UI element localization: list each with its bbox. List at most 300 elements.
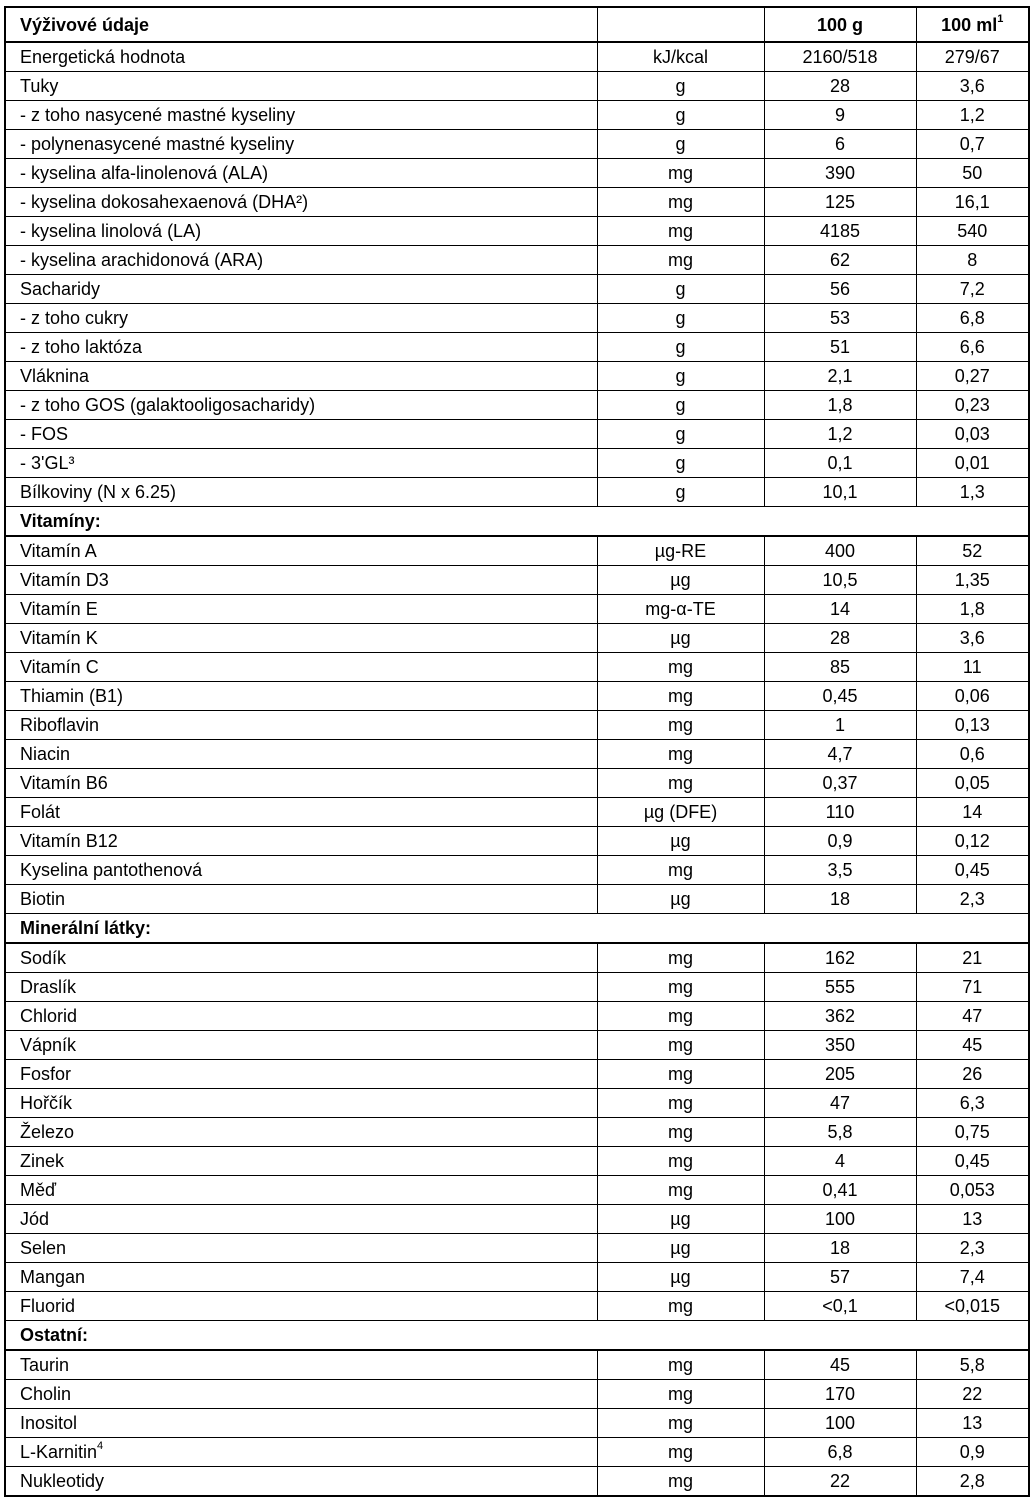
table-row <box>5 420 1029 449</box>
value-per-100g: 51 <box>764 333 916 362</box>
table-row <box>5 1380 1029 1409</box>
nutrient-name <box>5 1147 597 1176</box>
nutrient-name <box>5 653 597 682</box>
nutrient-unit: mg <box>597 1002 764 1031</box>
table-row <box>5 1089 1029 1118</box>
table-row <box>5 973 1029 1002</box>
section-title-filler <box>597 1321 764 1351</box>
nutrient-name <box>5 1292 597 1321</box>
value-per-100ml: 0,45 <box>916 856 1029 885</box>
nutrient-name-text: - kyselina linolová (LA) <box>20 221 202 241</box>
section-title-filler <box>916 1321 1029 1351</box>
nutrient-name <box>5 798 597 827</box>
nutrient-unit: mg <box>597 856 764 885</box>
nutrient-name-text: Niacin <box>20 744 71 764</box>
section-title: Vitamíny: <box>5 507 597 537</box>
nutrient-unit: g <box>597 420 764 449</box>
section-header-row <box>5 914 1029 944</box>
nutrient-name-text: Železo <box>20 1122 75 1142</box>
value-per-100ml: 7,4 <box>916 1263 1029 1292</box>
nutrient-name <box>5 217 597 246</box>
nutrient-name <box>5 682 597 711</box>
value-per-100g: <0,1 <box>764 1292 916 1321</box>
nutrient-name <box>5 159 597 188</box>
nutrient-unit: mg <box>597 159 764 188</box>
table-row <box>5 1292 1029 1321</box>
value-per-100g: 1,2 <box>764 420 916 449</box>
nutrient-name-text: Vitamín B12 <box>20 831 118 851</box>
value-per-100g: 18 <box>764 885 916 914</box>
value-per-100ml: 279/67 <box>916 42 1029 72</box>
nutrient-unit: µg <box>597 827 764 856</box>
table-row <box>5 624 1029 653</box>
value-per-100g: 2160/518 <box>764 42 916 72</box>
value-per-100ml: 5,8 <box>916 1350 1029 1380</box>
value-per-100ml: 13 <box>916 1205 1029 1234</box>
nutrient-name <box>5 711 597 740</box>
nutrient-unit: µg <box>597 566 764 595</box>
table-row <box>5 885 1029 914</box>
table-row <box>5 653 1029 682</box>
table-body <box>5 42 1029 1496</box>
value-per-100ml: 2,3 <box>916 885 1029 914</box>
table-row <box>5 1118 1029 1147</box>
nutrient-unit: mg <box>597 1380 764 1409</box>
table-row <box>5 595 1029 624</box>
value-per-100g: 62 <box>764 246 916 275</box>
nutrient-unit: g <box>597 362 764 391</box>
header-100g: 100 g <box>764 7 916 42</box>
nutrient-name <box>5 391 597 420</box>
value-per-100ml: 0,03 <box>916 420 1029 449</box>
value-per-100g: 85 <box>764 653 916 682</box>
value-per-100g: 0,41 <box>764 1176 916 1205</box>
value-per-100g: 6 <box>764 130 916 159</box>
table-row <box>5 536 1029 566</box>
nutrient-unit: g <box>597 478 764 507</box>
nutrient-name-text: Vitamín C <box>20 657 99 677</box>
nutrient-name-text: Vitamín D3 <box>20 570 109 590</box>
value-per-100g: 0,9 <box>764 827 916 856</box>
table-row <box>5 1031 1029 1060</box>
value-per-100ml: 0,6 <box>916 740 1029 769</box>
nutrient-name-text: L-Karnitin <box>20 1442 98 1462</box>
section-title: Minerální látky: <box>5 914 597 944</box>
value-per-100g: 125 <box>764 188 916 217</box>
nutrient-name <box>5 1031 597 1060</box>
value-per-100g: 18 <box>764 1234 916 1263</box>
nutrient-name <box>5 1205 597 1234</box>
nutrient-name-text: Hořčík <box>20 1093 73 1113</box>
table-row <box>5 798 1029 827</box>
table-row <box>5 1002 1029 1031</box>
value-per-100ml: 6,8 <box>916 304 1029 333</box>
table-row <box>5 1205 1029 1234</box>
value-per-100ml: 3,6 <box>916 624 1029 653</box>
value-per-100ml: 3,6 <box>916 72 1029 101</box>
nutrient-name-text: Vitamín E <box>20 599 98 619</box>
nutrient-unit: mg <box>597 769 764 798</box>
value-per-100ml: <0,015 <box>916 1292 1029 1321</box>
value-per-100ml: 7,2 <box>916 275 1029 304</box>
table-row <box>5 856 1029 885</box>
nutrient-unit: µg <box>597 885 764 914</box>
value-per-100ml: 1,35 <box>916 566 1029 595</box>
nutrient-name-text: Fosfor <box>20 1064 72 1084</box>
value-per-100ml: 1,2 <box>916 101 1029 130</box>
nutrient-footnote: 4 <box>97 1440 104 1452</box>
table-row <box>5 478 1029 507</box>
nutrient-unit: g <box>597 304 764 333</box>
nutrient-name <box>5 943 597 973</box>
table-row <box>5 275 1029 304</box>
value-per-100ml: 0,45 <box>916 1147 1029 1176</box>
nutrient-unit: mg-α-TE <box>597 595 764 624</box>
value-per-100g: 2,1 <box>764 362 916 391</box>
value-per-100g: 362 <box>764 1002 916 1031</box>
nutrient-name <box>5 827 597 856</box>
nutrient-name-text: Vitamín B6 <box>20 773 108 793</box>
nutrient-name <box>5 1176 597 1205</box>
nutrient-name-text: Draslík <box>20 977 77 997</box>
nutrient-unit: g <box>597 72 764 101</box>
nutrient-name-text: Jód <box>20 1209 50 1229</box>
value-per-100g: 45 <box>764 1350 916 1380</box>
nutrient-name-text: Bílkoviny (N x 6.25) <box>20 482 177 502</box>
nutrient-name-text: Biotin <box>20 889 66 909</box>
value-per-100g: 390 <box>764 159 916 188</box>
nutrient-name-text: Tuky <box>20 76 59 96</box>
nutrient-unit: µg <box>597 624 764 653</box>
table-row <box>5 827 1029 856</box>
value-per-100ml: 0,13 <box>916 711 1029 740</box>
nutrient-unit: mg <box>597 1060 764 1089</box>
nutrient-name <box>5 624 597 653</box>
nutrient-unit: µg-RE <box>597 536 764 566</box>
nutrient-name-text: Mangan <box>20 1267 86 1287</box>
nutrient-name <box>5 72 597 101</box>
nutrient-unit: mg <box>597 711 764 740</box>
nutrient-name-text: Taurin <box>20 1355 70 1375</box>
section-title-filler <box>597 914 764 944</box>
table-row <box>5 449 1029 478</box>
nutrient-unit: g <box>597 275 764 304</box>
value-per-100ml: 21 <box>916 943 1029 973</box>
value-per-100g: 4 <box>764 1147 916 1176</box>
table-row <box>5 304 1029 333</box>
nutrient-name-text: Fluorid <box>20 1296 76 1316</box>
nutrient-name-text: - kyselina arachidonová (ARA) <box>20 250 264 270</box>
value-per-100g: 170 <box>764 1380 916 1409</box>
value-per-100g: 100 <box>764 1205 916 1234</box>
nutrient-name <box>5 449 597 478</box>
table-row <box>5 1350 1029 1380</box>
nutrient-name-text: - z toho nasycené mastné kyseliny <box>20 105 296 125</box>
value-per-100g: 1 <box>764 711 916 740</box>
nutrient-unit: mg <box>597 1350 764 1380</box>
value-per-100g: 28 <box>764 624 916 653</box>
value-per-100ml: 6,6 <box>916 333 1029 362</box>
value-per-100g: 205 <box>764 1060 916 1089</box>
nutrient-name <box>5 275 597 304</box>
nutrient-name <box>5 769 597 798</box>
nutrient-name-text: Inositol <box>20 1413 78 1433</box>
value-per-100g: 9 <box>764 101 916 130</box>
nutrient-name <box>5 973 597 1002</box>
nutrient-name-text: Vápník <box>20 1035 77 1055</box>
nutrient-name <box>5 1438 597 1467</box>
value-per-100g: 14 <box>764 595 916 624</box>
value-per-100g: 1,8 <box>764 391 916 420</box>
section-header-row <box>5 1321 1029 1351</box>
nutrient-name <box>5 1350 597 1380</box>
value-per-100ml: 1,3 <box>916 478 1029 507</box>
table-row <box>5 1176 1029 1205</box>
value-per-100ml: 71 <box>916 973 1029 1002</box>
value-per-100g: 350 <box>764 1031 916 1060</box>
value-per-100g: 47 <box>764 1089 916 1118</box>
value-per-100ml: 0,23 <box>916 391 1029 420</box>
nutrient-name <box>5 1089 597 1118</box>
nutrient-unit: g <box>597 391 764 420</box>
value-per-100ml: 16,1 <box>916 188 1029 217</box>
nutrient-name <box>5 42 597 72</box>
table-row <box>5 1234 1029 1263</box>
nutrient-unit: mg <box>597 1176 764 1205</box>
nutrient-name-text: - FOS <box>20 424 68 444</box>
value-per-100ml: 2,8 <box>916 1467 1029 1497</box>
nutrient-name <box>5 536 597 566</box>
value-per-100ml: 0,053 <box>916 1176 1029 1205</box>
nutrient-unit: mg <box>597 682 764 711</box>
nutrient-name <box>5 420 597 449</box>
table-row <box>5 101 1029 130</box>
nutrient-unit: mg <box>597 1409 764 1438</box>
nutrient-name-text: Selen <box>20 1238 67 1258</box>
value-per-100ml: 47 <box>916 1002 1029 1031</box>
table-row <box>5 1409 1029 1438</box>
nutrient-name-text: - z toho cukry <box>20 308 129 328</box>
nutrient-unit: kJ/kcal <box>597 42 764 72</box>
nutrient-unit: mg <box>597 246 764 275</box>
section-title-filler <box>597 507 764 537</box>
section-title-filler <box>764 914 916 944</box>
table-row <box>5 333 1029 362</box>
nutrient-name <box>5 1118 597 1147</box>
table-row <box>5 391 1029 420</box>
nutrient-name <box>5 246 597 275</box>
nutrient-name <box>5 478 597 507</box>
nutrient-name-text: - polynenasycené mastné kyseliny <box>20 134 295 154</box>
nutrient-name <box>5 1263 597 1292</box>
nutrient-name-text: Cholin <box>20 1384 72 1404</box>
table-row <box>5 159 1029 188</box>
value-per-100ml: 13 <box>916 1409 1029 1438</box>
nutrient-name <box>5 1234 597 1263</box>
nutrient-name-text: Kyselina pantothenová <box>20 860 203 880</box>
nutrient-name <box>5 1467 597 1497</box>
value-per-100ml: 50 <box>916 159 1029 188</box>
nutrient-name-text: Nukleotidy <box>20 1471 105 1491</box>
value-per-100g: 0,45 <box>764 682 916 711</box>
value-per-100g: 22 <box>764 1467 916 1497</box>
value-per-100ml: 0,12 <box>916 827 1029 856</box>
nutrient-unit: µg <box>597 1234 764 1263</box>
nutrient-name <box>5 333 597 362</box>
nutrient-name-text: - kyselina alfa-linolenová (ALA) <box>20 163 269 183</box>
table-row <box>5 566 1029 595</box>
nutrient-unit: mg <box>597 1118 764 1147</box>
nutrient-name-text: Vitamín K <box>20 628 98 648</box>
nutrient-unit: mg <box>597 1292 764 1321</box>
table-row <box>5 769 1029 798</box>
section-title-filler <box>916 914 1029 944</box>
nutrient-name-text: Měď <box>20 1180 57 1200</box>
value-per-100ml: 0,9 <box>916 1438 1029 1467</box>
nutrition-table <box>4 6 1030 1497</box>
header-100ml-footnote: 1 <box>997 12 1004 25</box>
value-per-100ml: 22 <box>916 1380 1029 1409</box>
header-title: Výživové údaje <box>5 7 597 42</box>
nutrient-name <box>5 130 597 159</box>
value-per-100g: 0,1 <box>764 449 916 478</box>
nutrient-unit: mg <box>597 1147 764 1176</box>
nutrient-unit: g <box>597 333 764 362</box>
value-per-100g: 3,5 <box>764 856 916 885</box>
nutrient-name-text: Vitamín A <box>20 541 97 561</box>
table-row <box>5 1060 1029 1089</box>
nutrient-name-text: Sodík <box>20 948 67 968</box>
table-row <box>5 1263 1029 1292</box>
nutrient-name <box>5 362 597 391</box>
value-per-100g: 56 <box>764 275 916 304</box>
value-per-100ml: 2,3 <box>916 1234 1029 1263</box>
header-100ml-label: 100 ml <box>941 14 998 35</box>
nutrient-unit: mg <box>597 1438 764 1467</box>
table-row <box>5 682 1029 711</box>
nutrient-name-text: - z toho GOS (galaktooligosacharidy) <box>20 395 316 415</box>
value-per-100g: 10,1 <box>764 478 916 507</box>
nutrient-unit: mg <box>597 653 764 682</box>
nutrient-name-text: Sacharidy <box>20 279 101 299</box>
nutrient-unit: mg <box>597 188 764 217</box>
section-header-row <box>5 507 1029 537</box>
section-title-filler <box>764 1321 916 1351</box>
value-per-100g: 4,7 <box>764 740 916 769</box>
value-per-100ml: 6,3 <box>916 1089 1029 1118</box>
table-row <box>5 72 1029 101</box>
value-per-100ml: 1,8 <box>916 595 1029 624</box>
nutrient-name <box>5 740 597 769</box>
value-per-100g: 400 <box>764 536 916 566</box>
nutrient-name-text: Energetická hodnota <box>20 47 186 67</box>
nutrient-name <box>5 1409 597 1438</box>
value-per-100g: 555 <box>764 973 916 1002</box>
value-per-100ml: 14 <box>916 798 1029 827</box>
table-row <box>5 130 1029 159</box>
nutrient-unit: g <box>597 130 764 159</box>
nutrient-unit: g <box>597 101 764 130</box>
table-row <box>5 362 1029 391</box>
value-per-100g: 110 <box>764 798 916 827</box>
header-100ml <box>916 7 1029 42</box>
nutrient-name <box>5 856 597 885</box>
value-per-100ml: 0,06 <box>916 682 1029 711</box>
value-per-100ml: 0,05 <box>916 769 1029 798</box>
header-unit <box>597 7 764 42</box>
nutrient-name <box>5 595 597 624</box>
nutrient-name <box>5 885 597 914</box>
section-title-filler <box>764 507 916 537</box>
value-per-100g: 28 <box>764 72 916 101</box>
table-row <box>5 217 1029 246</box>
nutrient-name-text: - 3'GL³ <box>20 453 75 473</box>
value-per-100ml: 45 <box>916 1031 1029 1060</box>
nutrient-name-text: Thiamin (B1) <box>20 686 124 706</box>
value-per-100ml: 8 <box>916 246 1029 275</box>
nutrient-unit: mg <box>597 973 764 1002</box>
nutrient-name <box>5 188 597 217</box>
nutrient-unit: mg <box>597 740 764 769</box>
table-row <box>5 42 1029 72</box>
value-per-100ml: 11 <box>916 653 1029 682</box>
nutrient-unit: µg <box>597 1263 764 1292</box>
nutrient-unit: mg <box>597 1031 764 1060</box>
nutrient-name <box>5 304 597 333</box>
value-per-100g: 10,5 <box>764 566 916 595</box>
nutrient-name-text: Riboflavin <box>20 715 100 735</box>
table-header-row <box>5 7 1029 42</box>
value-per-100g: 6,8 <box>764 1438 916 1467</box>
nutrient-name <box>5 1060 597 1089</box>
nutrient-name-text: Folát <box>20 802 61 822</box>
value-per-100ml: 540 <box>916 217 1029 246</box>
value-per-100ml: 0,7 <box>916 130 1029 159</box>
table-row <box>5 246 1029 275</box>
nutrient-unit: µg (DFE) <box>597 798 764 827</box>
nutrient-unit: µg <box>597 1205 764 1234</box>
value-per-100ml: 0,75 <box>916 1118 1029 1147</box>
table-row <box>5 711 1029 740</box>
nutrient-name <box>5 101 597 130</box>
nutrient-unit: mg <box>597 943 764 973</box>
nutrient-name <box>5 1380 597 1409</box>
nutrient-name-text: - z toho laktóza <box>20 337 143 357</box>
nutrient-unit: mg <box>597 217 764 246</box>
value-per-100g: 162 <box>764 943 916 973</box>
section-title-filler <box>916 507 1029 537</box>
nutrient-unit: g <box>597 449 764 478</box>
section-title: Ostatní: <box>5 1321 597 1351</box>
nutrient-unit: mg <box>597 1467 764 1497</box>
nutrient-name-text: Chlorid <box>20 1006 78 1026</box>
nutrient-name-text: Vláknina <box>20 366 90 386</box>
value-per-100g: 5,8 <box>764 1118 916 1147</box>
nutrient-name-text: Zinek <box>20 1151 65 1171</box>
value-per-100g: 57 <box>764 1263 916 1292</box>
value-per-100g: 4185 <box>764 217 916 246</box>
nutrient-name-text: - kyselina dokosahexaenová (DHA²) <box>20 192 309 212</box>
table-row <box>5 1467 1029 1497</box>
table-row <box>5 1147 1029 1176</box>
table-row <box>5 1438 1029 1467</box>
value-per-100ml: 52 <box>916 536 1029 566</box>
nutrient-name <box>5 1002 597 1031</box>
value-per-100ml: 0,27 <box>916 362 1029 391</box>
nutrient-name <box>5 566 597 595</box>
value-per-100g: 0,37 <box>764 769 916 798</box>
table-row <box>5 943 1029 973</box>
